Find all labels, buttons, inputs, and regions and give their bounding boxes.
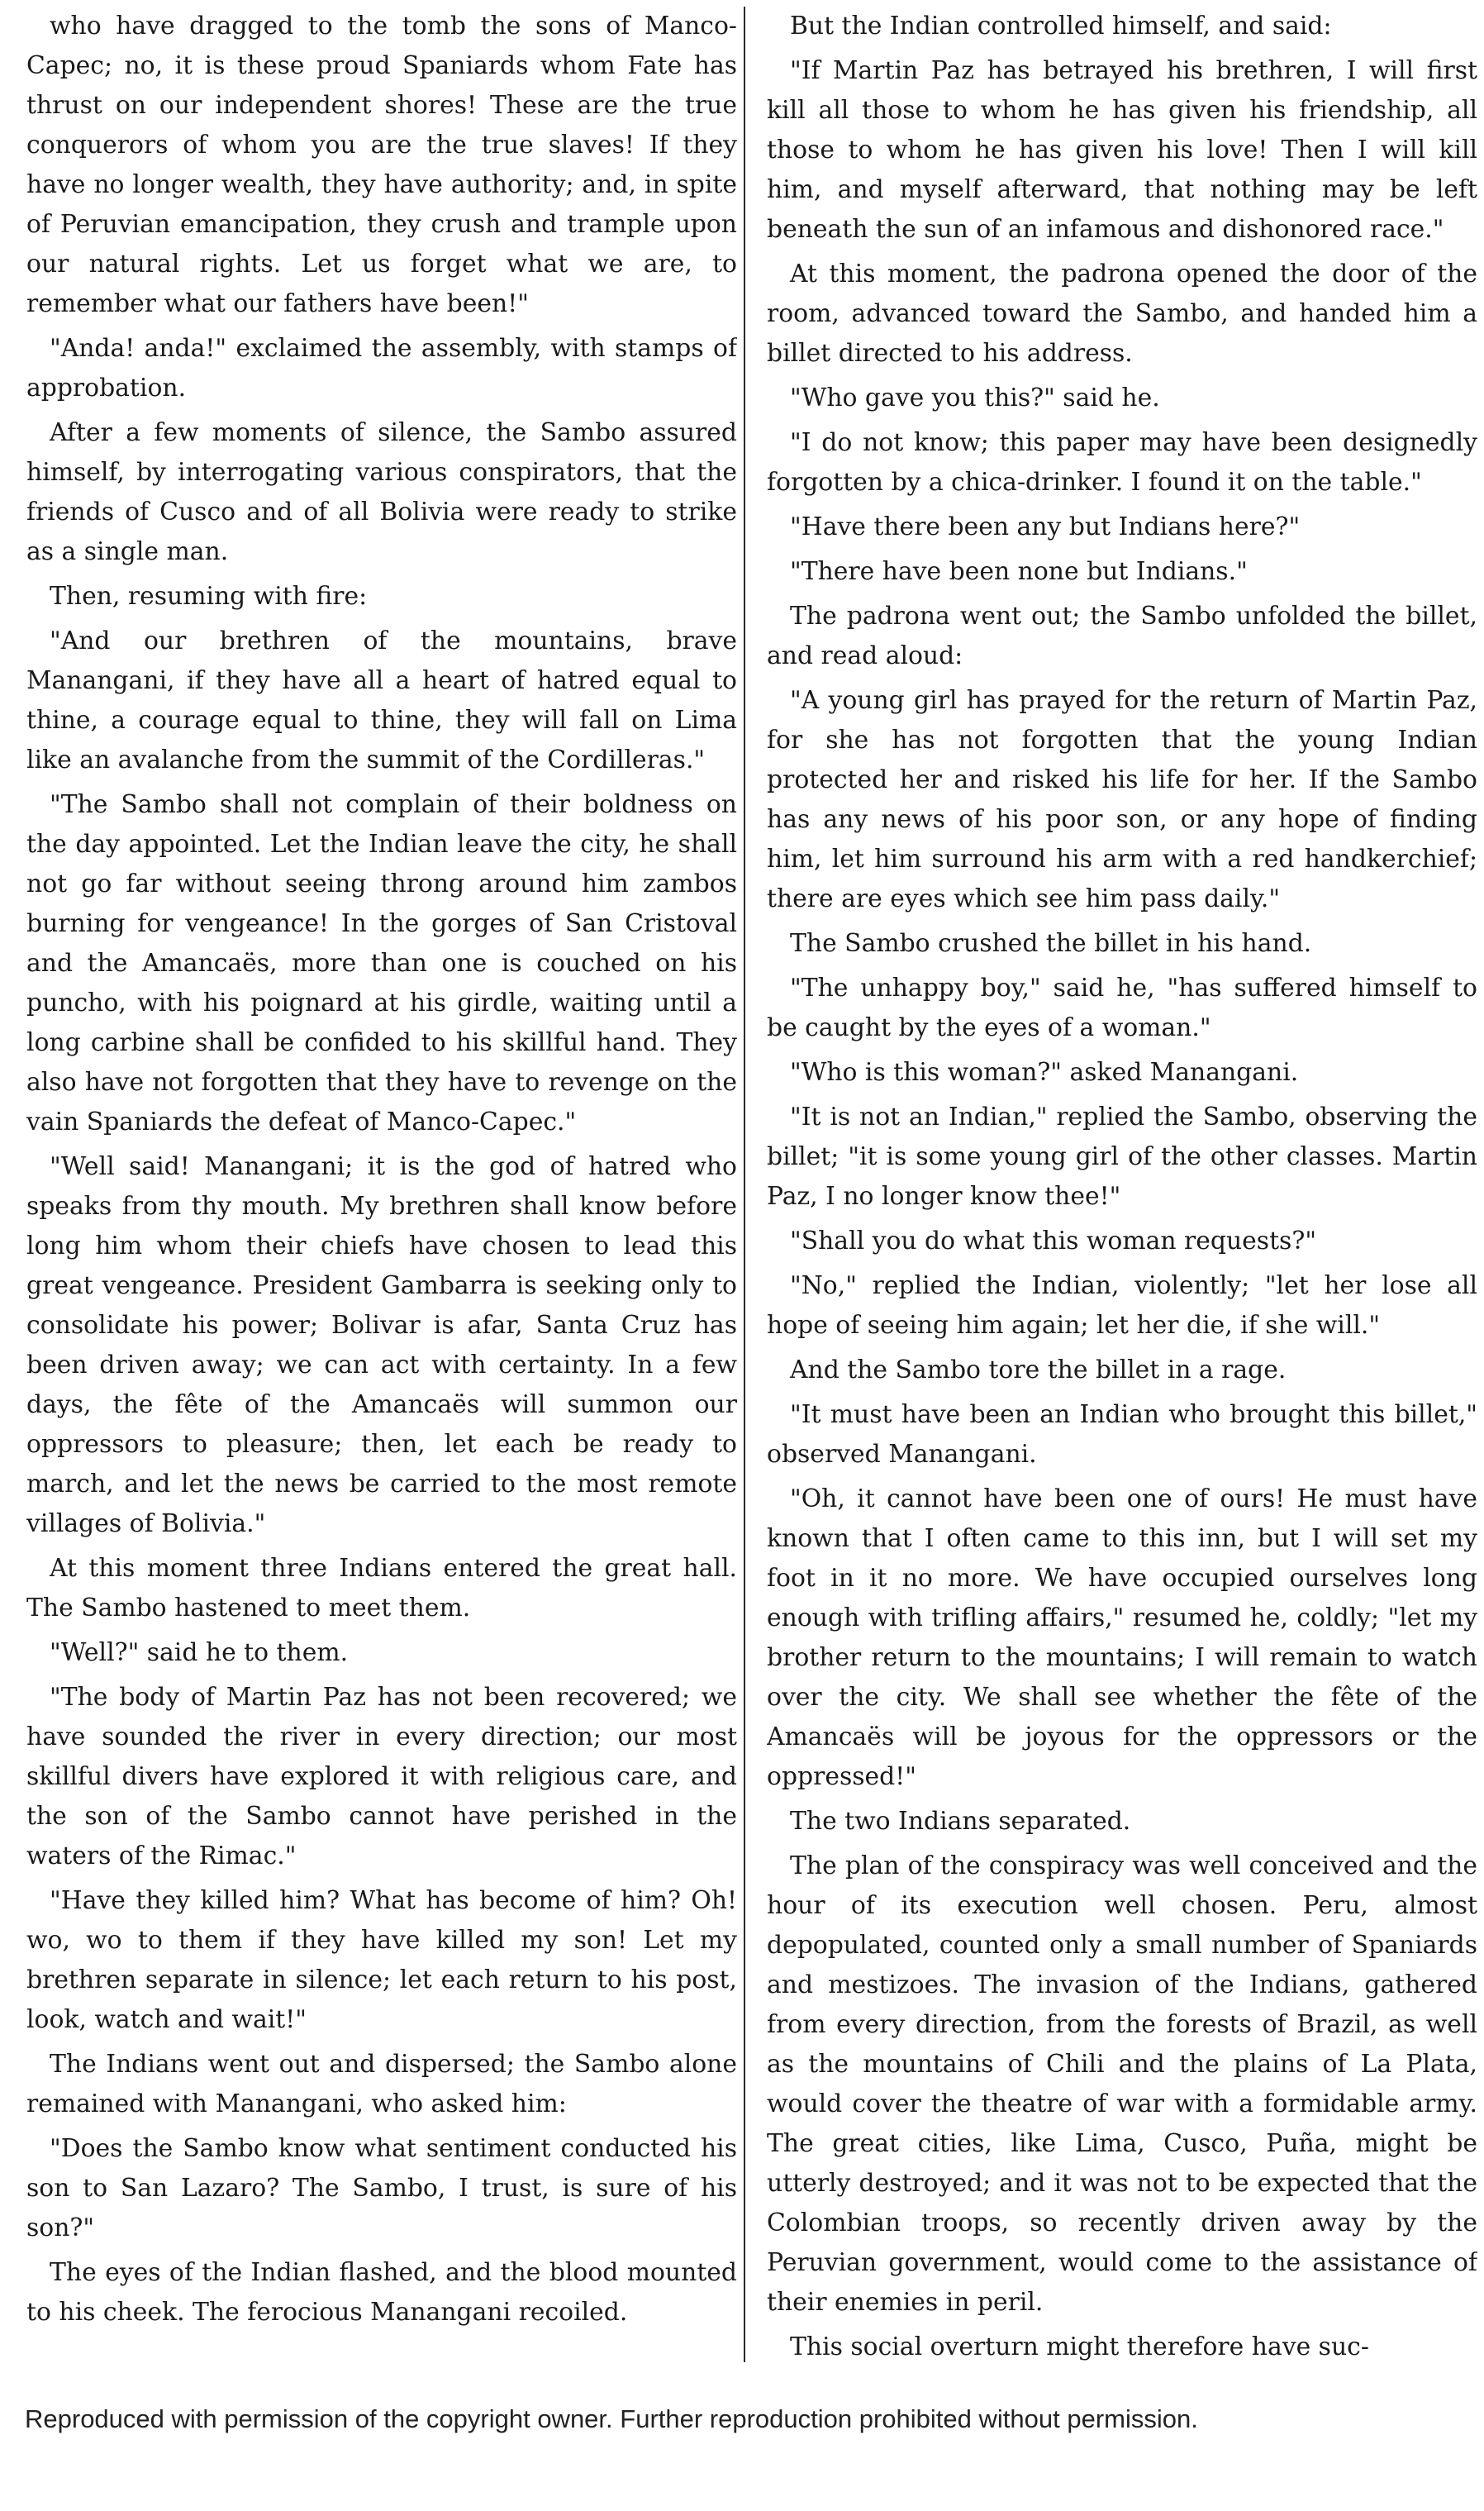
paragraph: "Well said! Manangani; it is the god of hatred who speaks from thy mouth. My brethren shall know before long him whom their chiefs have chosen to lead this great vengeance. President Gambarra is seeking only to consolidate his power; Bolivar is afar, Santa Cruz has been driven away; we can act with certainty. In a few days, the fête of the Amancaës will summon our oppressors to pleasure; then, let each be ready to march, and let the news be carried to the most remote villages of Bolivia.": [26, 1152, 737, 1538]
paragraph: The padrona went out; the Sambo unfolded the billet, and read aloud:: [767, 602, 1477, 670]
paragraph: "And our brethren of the mountains, brave Manangani, if they have all a heart of hatred equal to thine, a courage equal to thine, they will fall on Lima like an avalanche from the summit of the Cordilleras.": [26, 627, 737, 774]
paragraph: "Well?" said he to them.: [50, 1638, 349, 1667]
paragraph: "If Martin Paz has betrayed his brethren, I will first kill all those to whom he has given his friendship, all those to whom he has given his love! Then I will kill him, and myself afterward, that nothing may be left beneath the sun of an infamous and dishonored race.": [767, 56, 1477, 244]
paragraph: "It is not an Indian," replied the Sambo, observing the billet; "it is some young girl of the other classes. Martin Paz, I no longer know thee!": [767, 1103, 1477, 1211]
paragraph: The Indians went out and dispersed; the Sambo alone remained with Manangani, who asked him:: [26, 2050, 737, 2118]
paragraph: "The body of Martin Paz has not been recovered; we have sounded the river in every direction; our most skillful divers have explored it with religious care, and the son of the Sambo cannot have perished in the waters of the Rimac.": [26, 1683, 737, 1870]
paragraph: The two Indians separated.: [790, 1807, 1131, 1836]
paragraph: Then, resuming with fire:: [50, 582, 368, 611]
left-column: [26, 7, 737, 2370]
paragraph: The Sambo crushed the billet in his hand.: [790, 929, 1312, 958]
paragraph: "Anda! anda!" exclaimed the assembly, with stamps of approbation.: [26, 334, 737, 403]
copyright-footer: Reproduced with permission of the copyright owner. Further reproduction prohibited without permission.: [25, 2404, 1198, 2433]
paragraph: But the Indian controlled himself, and said:: [790, 12, 1332, 40]
paragraph: At this moment three Indians entered the great hall. The Sambo hastened to meet them.: [26, 1554, 737, 1622]
paragraph: "Have they killed him? What has become of him? Oh! wo, wo to them if they have killed my son! Let my brethren separate in silence; let each return to his post, look, watch and wait!": [26, 1886, 737, 2034]
paragraph: "A young girl has prayed for the return of Martin Paz, for she has not forgotten that the young Indian protected her and risked his life for her. If the Sambo has any news of his poor son, or any hope of finding him, let him surround his arm with a red handkerchief; there are eyes which see him pass daily.": [767, 686, 1477, 913]
column-divider: [744, 7, 745, 2362]
paragraph: The eyes of the Indian flashed, and the blood mounted to his cheek. The ferocious Manangani recoiled.: [26, 2258, 737, 2327]
paragraph: This social overturn might therefore have suc-: [790, 2332, 1369, 2361]
paragraph: "The Sambo shall not complain of their boldness on the day appointed. Let the Indian leave the city, he shall not go far without seeing throng around him zambos burning for vengeance! In the gorges of San Cristoval and the Amancaës, more than one is couched on his puncho, with his poignard at his girdle, waiting until a long carbine shall be confided to his skillful hand. They also have not forgotten that they have to revenge on the vain Spaniards the defeat of Manco-Capec.": [26, 790, 737, 1136]
paragraph: "No," replied the Indian, violently; "let her lose all hope of seeing him again; let her die, if she will.": [767, 1271, 1477, 1340]
paragraph: "Oh, it cannot have been one of ours! He must have known that I often came to this inn, but I will set my foot in it no more. We have occupied ourselves long enough with trifling affairs," resumed he, coldly; "let my brother return to the mountains; I will remain to watch over the city. We shall see whether the fête of the Amancaës will be joyous for the oppressors or the oppressed!": [767, 1484, 1477, 1791]
paragraph: "I do not know; this paper may have been designedly forgotten by a chica-drinker. I found it on the table.": [767, 428, 1477, 497]
paragraph: The plan of the conspiracy was well conceived and the hour of its execution well chosen. Peru, almost depopulated, counted only a small number of Spaniards and mestizoes. The invasion of the Indians, gathered from every direction, from the forests of Brazil, as well as the mountains of Chili and the plains of La Plata, would cover the theatre of war with a formidable army. The great cities, like Lima, Cusco, Puña, might be utterly destroyed; and it was not to be expected that the Colombian troops, so recently driven away by the Peruvian government, would come to the assistance of their enemies in peril.: [767, 1851, 1477, 2317]
paragraph: "It must have been an Indian who brought this billet," observed Manangani.: [767, 1400, 1477, 1469]
paragraph: "Who gave you this?" said he.: [790, 384, 1160, 412]
paragraph: "Shall you do what this woman requests?": [790, 1227, 1317, 1256]
paragraph: And the Sambo tore the billet in a rage.: [790, 1356, 1287, 1384]
paragraph: "Does the Sambo know what sentiment conducted his son to San Lazaro? The Sambo, I trust, is sure of his son?": [26, 2134, 737, 2242]
paragraph: After a few moments of silence, the Sambo assured himself, by interrogating various conspirators, that the friends of Cusco and of all Bolivia were ready to strike as a single man.: [26, 418, 737, 566]
paragraph: who have dragged to the tomb the sons of Manco-Capec; no, it is these proud Spaniards whom Fate has thrust on our independent shores! These are the true conquerors of whom you are the true slaves! If they have no longer wealth, they have authority; and, in spite of Peruvian emancipation, they crush and trample upon our natural rights. Let us forget what we are, to remember what our fathers have been!": [26, 12, 737, 318]
paragraph: "The unhappy boy," said he, "has suffered himself to be caught by the eyes of a woman.": [767, 974, 1477, 1042]
right-column: [767, 7, 1477, 2370]
paragraph: "Have there been any but Indians here?": [790, 512, 1301, 541]
paragraph: "Who is this woman?" asked Manangani.: [790, 1058, 1299, 1087]
paragraph: "There have been none but Indians.": [790, 557, 1248, 586]
paragraph: At this moment, the padrona opened the door of the room, advanced toward the Sambo, and handed him a billet directed to his address.: [767, 260, 1477, 368]
